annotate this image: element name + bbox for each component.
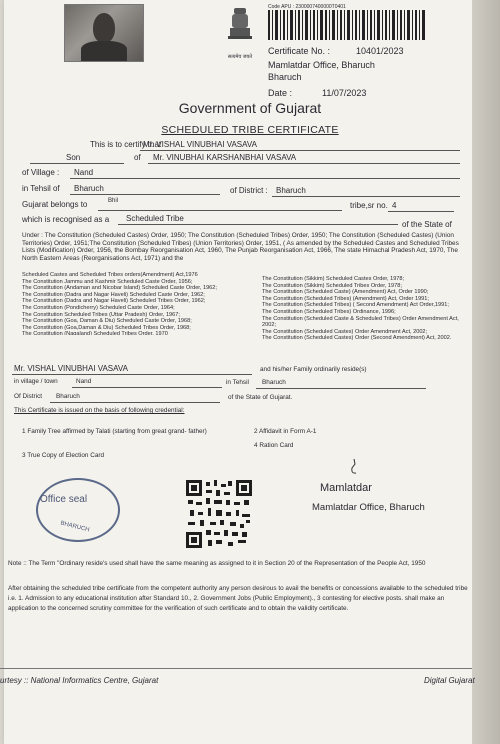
after-text: After obtaining the scheduled tribe certificate from the competent authority any person desirous to avail the benefits or concessions available to the scheduled tribe i.e. 1. Admission to any educational institution after Standard 10., 2. Government Jobs (Public Employment)., 3 contesting for elective posts. shall make an application to the concerned scrutiny committee for the verification of such certificate and to obtain the validity certificate. <box>8 585 468 612</box>
orders-right-item: The Constitution (Sikkim) Scheduled Castes Order, 1978; <box>262 276 405 282</box>
orders-left-item: The Constitution (Goa,Daman & Diu) Scheduled Tribes Order, 1968; <box>22 324 191 331</box>
barcode-text: Code APU : 2300007400000T0401 <box>268 4 346 10</box>
orders-left-list <box>22 272 254 335</box>
belongs-label: Gujarat belongs to <box>22 200 88 209</box>
person-name: Mr. VISHAL VINUBHAI VASAVA <box>143 140 257 149</box>
footer-divider <box>0 668 472 669</box>
certificate-no: 10401/2023 <box>356 46 404 56</box>
res-village-label: in village / town <box>14 378 58 385</box>
res-tehsil-label: in Tehsil <box>226 379 249 386</box>
office-line1: Mamlatdar Office, Bharuch <box>268 60 375 70</box>
recognised-value: Scheduled Tribe <box>126 214 184 223</box>
qr-code-icon <box>186 480 252 548</box>
emblem-caption: सत्यमेव जयते <box>227 54 253 60</box>
certificate-no-label: Certificate No. : <box>268 46 331 56</box>
certify-text: This is to certify that <box>90 140 162 149</box>
orders-right-item: The Constitution (Scheduled Tribes) ( Second Amendment) Act Order,1991; <box>262 302 449 309</box>
family-text: and his/her Family ordinarily reside(s) <box>260 366 367 373</box>
father-name: Mr. VINUBHAI KARSHANBHAI VASAVA <box>153 153 297 162</box>
basis-text: This Certificate is issued on the basis of following credential: <box>14 407 185 414</box>
signature-scribble-icon <box>348 458 360 476</box>
footer-digital-gujarat: Digital Gujarat <box>424 676 475 685</box>
barcode-icon <box>268 10 428 40</box>
orders-left-item: The Constitution (Nagaland) Scheduled Tribes Order, 1970 <box>22 331 168 336</box>
tehsil-value: Bharuch <box>74 184 104 193</box>
res-district-label: Of District <box>14 393 43 400</box>
office-seal-text: Office seal <box>40 494 88 505</box>
tribe-sr-label: tribe,sr no. <box>350 201 388 210</box>
son-label: Son <box>66 153 81 162</box>
orders-right-item: The Constitution (Scheduled Castes) Order (Second Amendment) Act, 2002. <box>262 335 452 342</box>
orders-right-item: The Constitution (Scheduled Tribes) Ordinance, 1996; <box>262 308 396 315</box>
orders-left-item: The Constitution Jammu and Kashmir Scheduled Caste Order, 1956; <box>22 278 193 285</box>
district-label: of District : <box>230 186 268 195</box>
credential-item: 2 Affidavit in Form A-1 <box>254 428 317 435</box>
village-label: of Village : <box>22 168 60 177</box>
credential-item: 3 True Copy of Election Card <box>22 452 105 459</box>
credential-item: 1 Family Tree affirmed by Talati (starting from great grand- father) <box>22 428 207 435</box>
tehsil-label: in Tehsil of <box>22 184 60 193</box>
orders-right-item: The Constitution (Scheduled Caste & Scheduled Tribes) Order Amendment Act, 2002; <box>262 315 459 329</box>
orders-left-item: The Constitution (Dadra and Nagar Haveli) Scheduled Tribes Order, 1962; <box>22 298 206 305</box>
residence-name: Mr. VISHAL VINUBHAI VASAVA <box>14 364 128 373</box>
of-label: of <box>134 153 141 162</box>
res-state-text: of the State of Gujarat. <box>228 394 293 401</box>
orders-left-item: The Constitution (Dadra and Nagar Haveli) Scheduled Caste Order, 1962; <box>22 291 205 298</box>
signatory-title: Mamlatdar <box>320 482 372 494</box>
orders-right-item: The Constitution (Scheduled Tribes) (Amendment) Act, Order 1991; <box>262 295 429 302</box>
date-value: 11/07/2023 <box>322 88 367 98</box>
signatory-office: Mamlatdar Office, Bharuch <box>312 502 425 513</box>
office-seal-stamp <box>36 478 120 542</box>
note-text: Note :: The Term "Ordinary reside's used shall have the same meaning as assigned to it in Section 20 of the Representation of the People Act, 1950 <box>8 560 426 567</box>
res-village-value: Nand <box>76 378 92 385</box>
res-district-value: Bharuch <box>56 393 80 400</box>
orders-right-list <box>262 276 472 342</box>
village-value: Nand <box>74 168 94 177</box>
seal-ring-text: BHARUCH <box>59 520 90 534</box>
orders-left-item: The Constitution (Andaman and Nicobar Island) Scheduled Caste Order, 1962; <box>22 285 217 292</box>
state-of-text: of the State of <box>402 220 452 229</box>
footer-courtesy: urtesy :: National Informatics Centre, Gujarat <box>0 676 159 685</box>
orders-right-item: The Constitution (Sikkim) Scheduled Tribes Order, 1978; <box>262 282 402 289</box>
national-emblem-icon <box>224 6 256 54</box>
district-value: Bharuch <box>276 186 306 195</box>
res-tehsil-value: Bharuch <box>262 379 286 386</box>
applicant-photo <box>64 4 144 62</box>
recognised-label: which is recognised as a <box>22 215 110 224</box>
under-text: Under : The Constitution (Scheduled Castes) Order, 1950; The Constitution (Scheduled Tribes) Order, 1950; The Constitution (Scheduled Castes) (Union Territories) Order, 1951;The Constitution (Scheduled Tribes) (Union Territories) Order, 1951, ( As amended by the Scheduled Castes and Scheduled Tribes Lists (Modification) Order, 1956, the Bombay Reorganisation Act, 1960, The Punjab Reorganisation Act, 1966, The state Himachal Pradesh Act, 1970, The North Eastern Areas (Reorganisations Act, 1971) and the <box>22 232 459 262</box>
orders-right-item: The Constitution (Scheduled Caste) (Amendment) Act, Order 1990; <box>262 289 429 296</box>
orders-left-item: The Constitution (Pondicherry) Scheduled Caste Order, 1964; <box>22 304 175 311</box>
tribe-sr-value: 4 <box>392 201 397 210</box>
date-label: Date : <box>268 88 293 98</box>
tribe-small: Bhil <box>108 198 119 204</box>
orders-right-item: The Constitution (Scheduled Castes) Order Amendment Act, 2002; <box>262 328 428 335</box>
orders-left-item: The Constitution Scheduled Tribes (Uttar Pradesh) Order, 1967; <box>22 311 180 318</box>
certificate-subtitle: SCHEDULED TRIBE CERTIFICATE <box>161 124 339 136</box>
credential-item: 4 Ration Card <box>254 442 294 449</box>
orders-left-item: Scheduled Castes and Scheduled Tribes orders(Amendment) Act,1976 <box>22 272 198 278</box>
orders-left-item: The Constitution (Goa, Daman & Diu) Scheduled Caste Order, 1968; <box>22 318 192 325</box>
page-title: Government of Gujarat <box>178 100 322 116</box>
office-line2: Bharuch <box>268 72 302 82</box>
